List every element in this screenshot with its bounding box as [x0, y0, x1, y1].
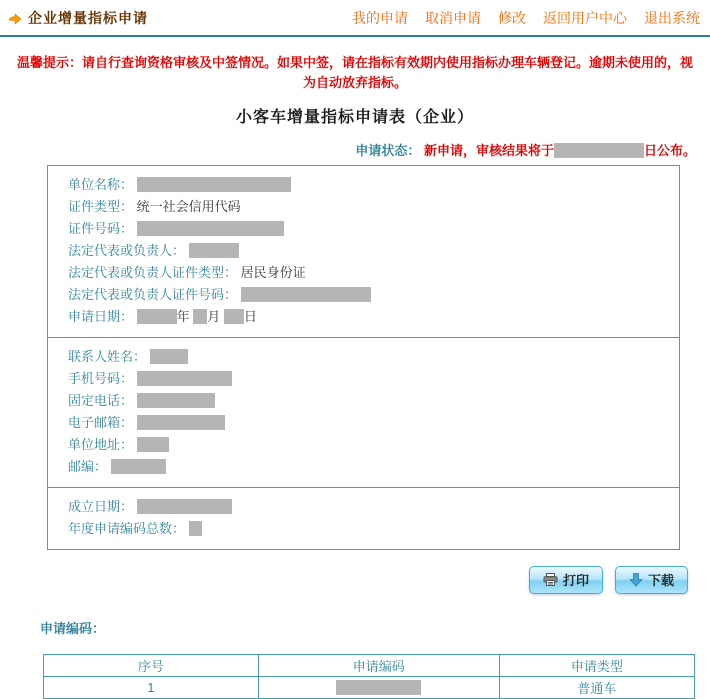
print-button[interactable] [529, 566, 603, 594]
form-row-landline [48, 390, 679, 412]
form-row-legal-rep-cert-type [48, 262, 679, 284]
field-value: 统一社会信用代码 [136, 199, 241, 215]
download-button[interactable] [615, 566, 688, 594]
form-row-contact-name [48, 346, 679, 368]
col-header-type: 申请类型 [499, 655, 694, 677]
field-value: 居民身份证 [240, 265, 306, 281]
redacted-publish-date [554, 143, 644, 158]
status-text-suffix: 日公布。 [643, 143, 696, 159]
application-status-line [0, 140, 710, 159]
redacted-month [193, 309, 207, 324]
nav-logout[interactable]: 退出系统 [644, 10, 700, 26]
form-row-email [48, 412, 679, 434]
form-row-mobile [48, 368, 679, 390]
form-section-contact [48, 338, 679, 488]
download-button-label: 下载 [647, 573, 674, 589]
field-label: 邮编： [68, 459, 108, 475]
redacted-value [111, 459, 166, 474]
form-section-establishment [48, 488, 679, 549]
orange-arrow-icon [8, 12, 22, 24]
form-row-establish-date [48, 496, 679, 518]
redacted-value [150, 349, 188, 364]
printer-icon [543, 573, 558, 586]
cell-index: 1 [44, 677, 259, 699]
nav-cancel-application[interactable]: 取消申请 [425, 10, 481, 26]
nav-back-user-center[interactable]: 返回用户中心 [543, 10, 627, 26]
status-text-prefix: 新申请，审核结果将于 [423, 143, 554, 159]
field-label: 手机号码： [68, 371, 134, 387]
codes-heading: 申请编码： [40, 621, 106, 637]
form-row-application-date [48, 306, 679, 328]
redacted-value [137, 371, 232, 386]
form-row-address [48, 434, 679, 456]
field-label: 法定代表或负责人证件号码： [68, 287, 238, 303]
redacted-year [137, 309, 177, 324]
status-label: 申请状态： [355, 143, 421, 159]
page-title: 小客车增量指标申请表（企业） [235, 109, 474, 127]
form-row-annual-code-total [48, 518, 679, 540]
redacted-day [224, 309, 244, 324]
top-bar [0, 0, 710, 37]
redacted-value [137, 177, 291, 192]
redacted-value [189, 243, 239, 258]
action-buttons [0, 566, 688, 594]
date-unit-day: 日 [243, 309, 257, 325]
form-row-legal-rep [48, 240, 679, 262]
form-row-legal-rep-cert-number [48, 284, 679, 306]
redacted-value [137, 221, 284, 236]
redacted-value [137, 415, 225, 430]
redacted-value [189, 521, 202, 536]
form-row-cert-number [48, 218, 679, 240]
download-arrow-icon [629, 573, 643, 587]
field-label: 单位名称： [68, 177, 134, 193]
field-label: 年度申请编码总数： [68, 521, 186, 537]
application-form-box [47, 165, 680, 550]
field-label: 电子邮箱： [68, 415, 134, 431]
field-label: 成立日期： [68, 499, 134, 515]
nav-modify[interactable]: 修改 [498, 10, 526, 26]
nav-my-application[interactable]: 我的申请 [352, 10, 408, 26]
warm-notice-text: 温馨提示：请自行查询资格审核及中签情况。如果中签，请在指标有效期内使用指标办理车辆登记。逾期未使用的，视为自动放弃指标。 [16, 55, 693, 91]
top-nav [352, 8, 700, 28]
codes-table-row [44, 677, 695, 699]
field-label: 法定代表或负责人： [68, 243, 186, 259]
redacted-value [137, 437, 169, 452]
field-label: 证件号码： [68, 221, 134, 237]
redacted-value [137, 393, 215, 408]
form-row-company-name [48, 174, 679, 196]
form-section-company [48, 166, 679, 338]
date-unit-year: 年 [176, 309, 190, 325]
codes-table [43, 654, 695, 699]
module-title: 企业增量指标申请 [28, 10, 148, 26]
cell-type: 普通车 [499, 677, 694, 699]
date-unit-month: 月 [207, 309, 221, 325]
codes-table-header-row [44, 655, 695, 677]
field-label: 申请日期： [68, 309, 134, 325]
field-label: 单位地址： [68, 437, 134, 453]
field-label: 证件类型： [68, 199, 134, 215]
field-label: 联系人姓名： [68, 349, 147, 365]
print-button-label: 打印 [562, 573, 589, 589]
top-bar-left [8, 8, 148, 28]
col-header-index: 序号 [44, 655, 259, 677]
redacted-value [241, 287, 371, 302]
redacted-value [137, 499, 232, 514]
field-label: 固定电话： [68, 393, 134, 409]
field-label: 法定代表或负责人证件类型： [68, 265, 238, 281]
form-row-cert-type [48, 196, 679, 218]
form-row-postcode [48, 456, 679, 478]
cell-code [258, 677, 499, 699]
redacted-code [336, 680, 421, 695]
col-header-code: 申请编码 [258, 655, 499, 677]
